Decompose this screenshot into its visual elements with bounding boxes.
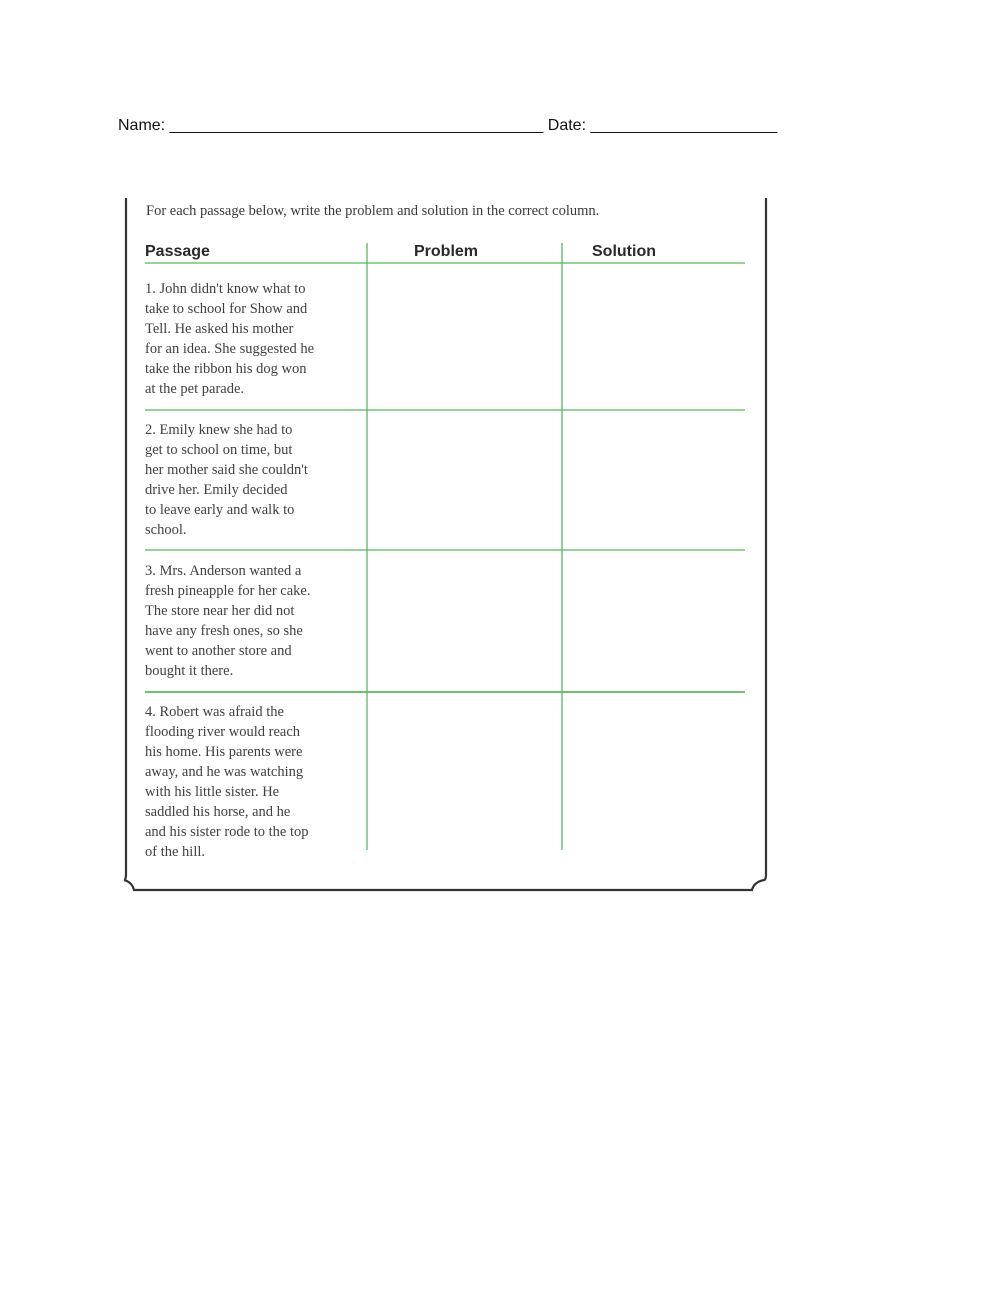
- problem-cell-3[interactable]: [369, 552, 560, 690]
- instructions: For each passage below, write the problem and solution in the correct column.: [146, 203, 600, 219]
- passage-2: 2. Emily knew she had to get to school on time, but her mother said she couldn't drive her. Emily decided to leave early and walk to school.: [145, 422, 308, 538]
- passage-3: 3. Mrs. Anderson wanted a fresh pineapple for her cake. The store near her did not have any fresh ones, so she went to another store and bought it there.: [145, 563, 311, 679]
- passage-1: 1. John didn't know what to take to school for Show and Tell. He asked his mother for an idea. She suggested he take the ribbon his dog won at the pet parade.: [145, 281, 315, 397]
- passage-4: 4. Robert was afraid the flooding river would reach his home. His parents were away, and he was watching with his little sister. He saddled his horse, and he and his sister rode to the top of the hill.: [145, 704, 309, 860]
- date-field[interactable]: Date: _____________________: [547, 117, 778, 134]
- solution-cell-3[interactable]: [564, 552, 744, 690]
- problem-cell-1[interactable]: [369, 265, 560, 408]
- name-field[interactable]: Name: __________________________________________: [118, 117, 544, 134]
- column-header-problem: Problem: [414, 243, 479, 260]
- column-header-solution: Solution: [592, 243, 656, 260]
- solution-cell-2[interactable]: [564, 412, 744, 548]
- problem-cell-2[interactable]: [369, 412, 560, 548]
- solution-cell-1[interactable]: [564, 265, 744, 408]
- problem-cell-4[interactable]: [369, 694, 560, 850]
- solution-cell-4[interactable]: [564, 694, 744, 850]
- column-header-passage: Passage: [145, 243, 210, 260]
